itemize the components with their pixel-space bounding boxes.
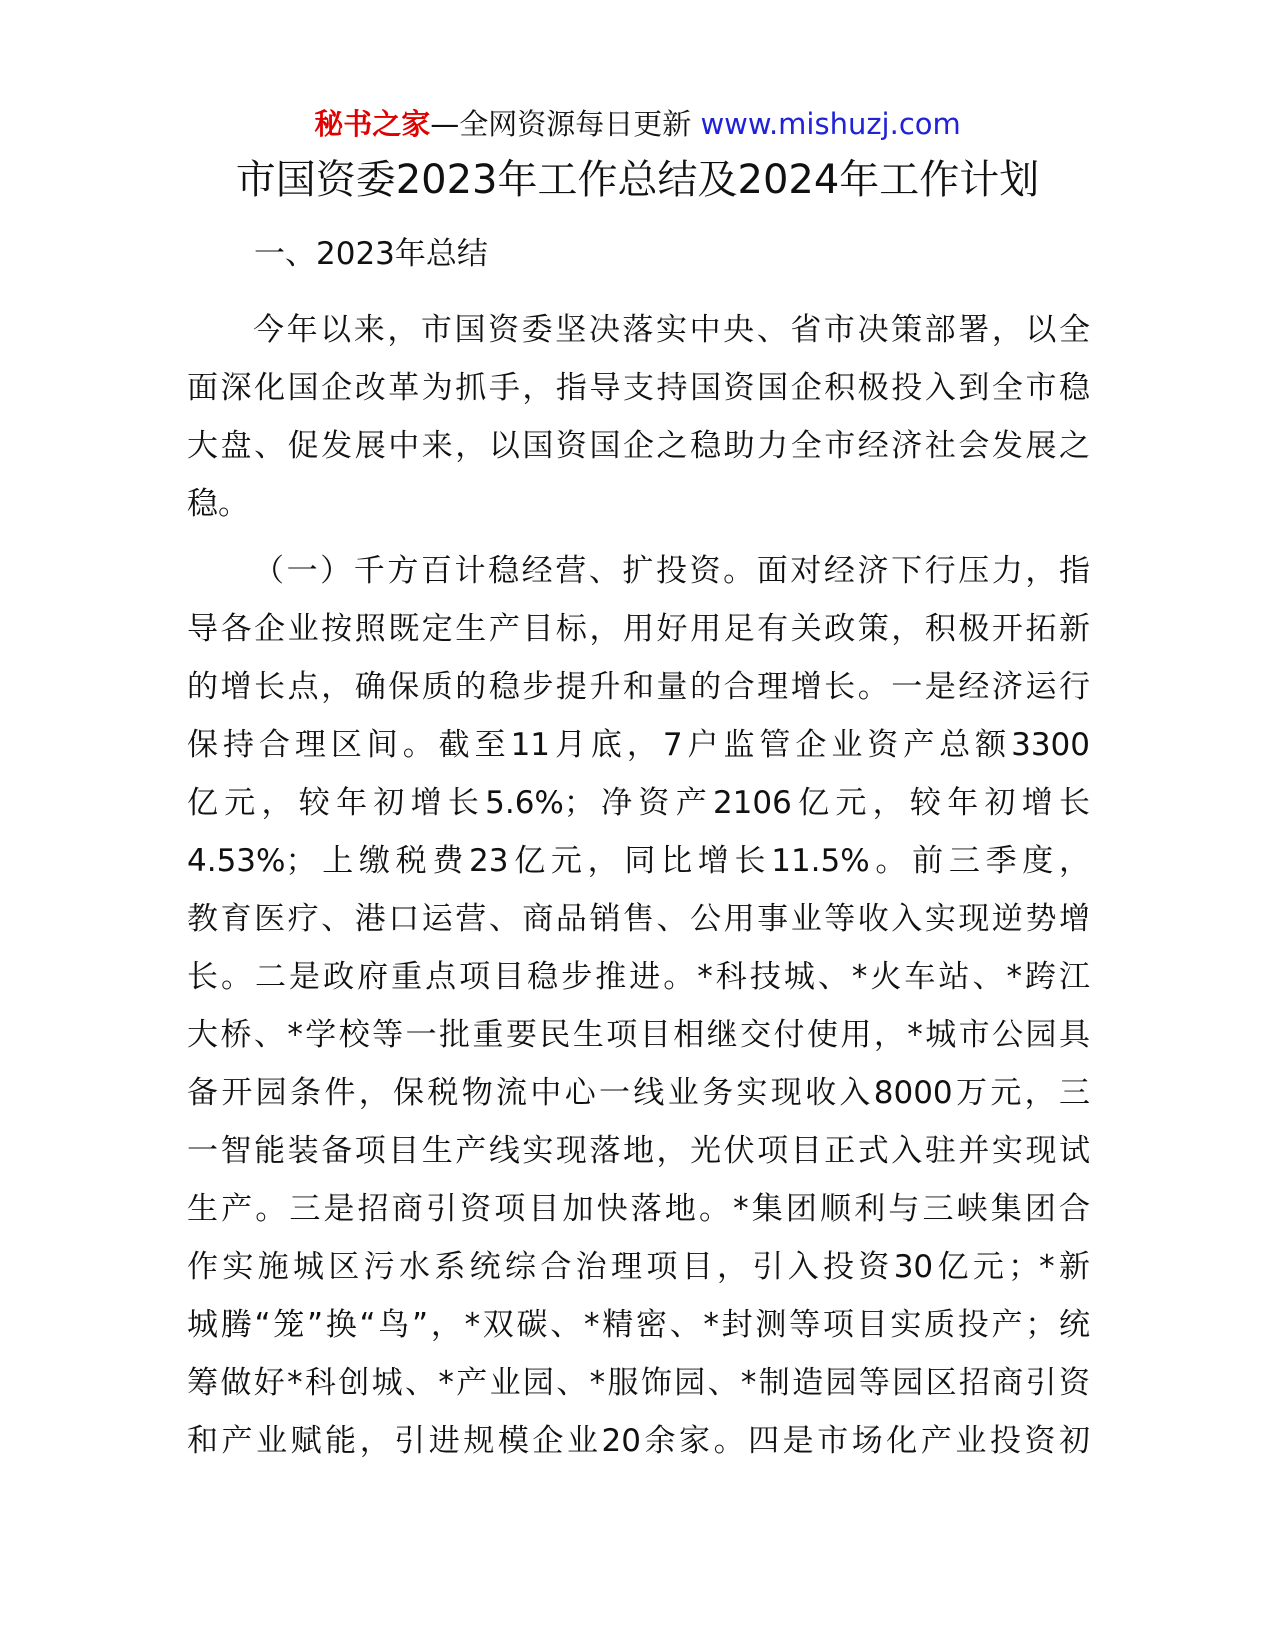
- document-title: 市国资委2023年工作总结及2024年工作计划: [235, 157, 1040, 203]
- paragraph-line: 长。二是政府重点项目稳步推进。*科技城、*火车站、*跨江: [187, 959, 1090, 995]
- paragraph-line: 筹做好*科创城、*产业园、*服饰园、*制造园等园区招商引资: [187, 1365, 1090, 1401]
- paragraph-line: 亿元，较年初增长5.6%；净资产2106亿元，较年初增长: [187, 785, 1090, 821]
- paragraph-line: 备开园条件，保税物流中心一线业务实现收入8000万元，三: [187, 1075, 1090, 1111]
- paragraph-line: 导各企业按照既定生产目标，用好用足有关政策，积极开拓新: [187, 611, 1090, 647]
- paragraph-line: 面深化国企改革为抓手，指导支持国资国企积极投入到全市稳: [187, 370, 1090, 406]
- paragraph-line: 生产。三是招商引资项目加快落地。*集团顺利与三峡集团合: [187, 1191, 1090, 1227]
- site-tagline: —全网资源每日更新: [430, 107, 692, 141]
- paragraph-line: 保持合理区间。截至11月底，7户监管企业资产总额3300: [187, 727, 1090, 763]
- paragraph-line: （一）千方百计稳经营、扩投资。面对经济下行压力，指: [253, 553, 1090, 589]
- paragraph-line: 作实施城区污水系统综合治理项目，引入投资30亿元；*新: [187, 1249, 1090, 1285]
- paragraph-intro: [187, 301, 1090, 533]
- paragraph-line: 一智能装备项目生产线实现落地，光伏项目正式入驻并实现试: [187, 1133, 1090, 1169]
- paragraph-line: 和产业赋能，引进规模企业20余家。四是市场化产业投资初: [187, 1423, 1090, 1459]
- paragraph-operations: [187, 542, 1090, 1470]
- paragraph-line: 今年以来，市国资委坚决落实中央、省市决策部署，以全: [253, 312, 1090, 348]
- paragraph-line: 教育医疗、港口运营、商品销售、公用事业等收入实现逆势增: [187, 901, 1090, 937]
- site-brand: 秘书之家: [314, 107, 431, 141]
- site-url-link[interactable]: www.mishuzj.com: [700, 107, 961, 141]
- paragraph-line: 大桥、*学校等一批重要民生项目相继交付使用，*城市公园具: [187, 1017, 1090, 1053]
- paragraph-line: 的增长点，确保质的稳步提升和量的合理增长。一是经济运行: [187, 669, 1090, 705]
- paragraph-line: 4.53%；上缴税费23亿元，同比增长11.5%。前三季度，: [187, 843, 1090, 879]
- site-header: [0, 104, 1275, 144]
- paragraph-line: 稳。: [187, 486, 249, 522]
- paragraph-line: 大盘、促发展中来，以国资国企之稳助力全市经济社会发展之: [187, 428, 1090, 464]
- section-heading: 一、2023年总结: [254, 236, 488, 272]
- paragraph-line: 城腾“笼”换“鸟”，*双碳、*精密、*封测等项目实质投产；统: [187, 1307, 1090, 1343]
